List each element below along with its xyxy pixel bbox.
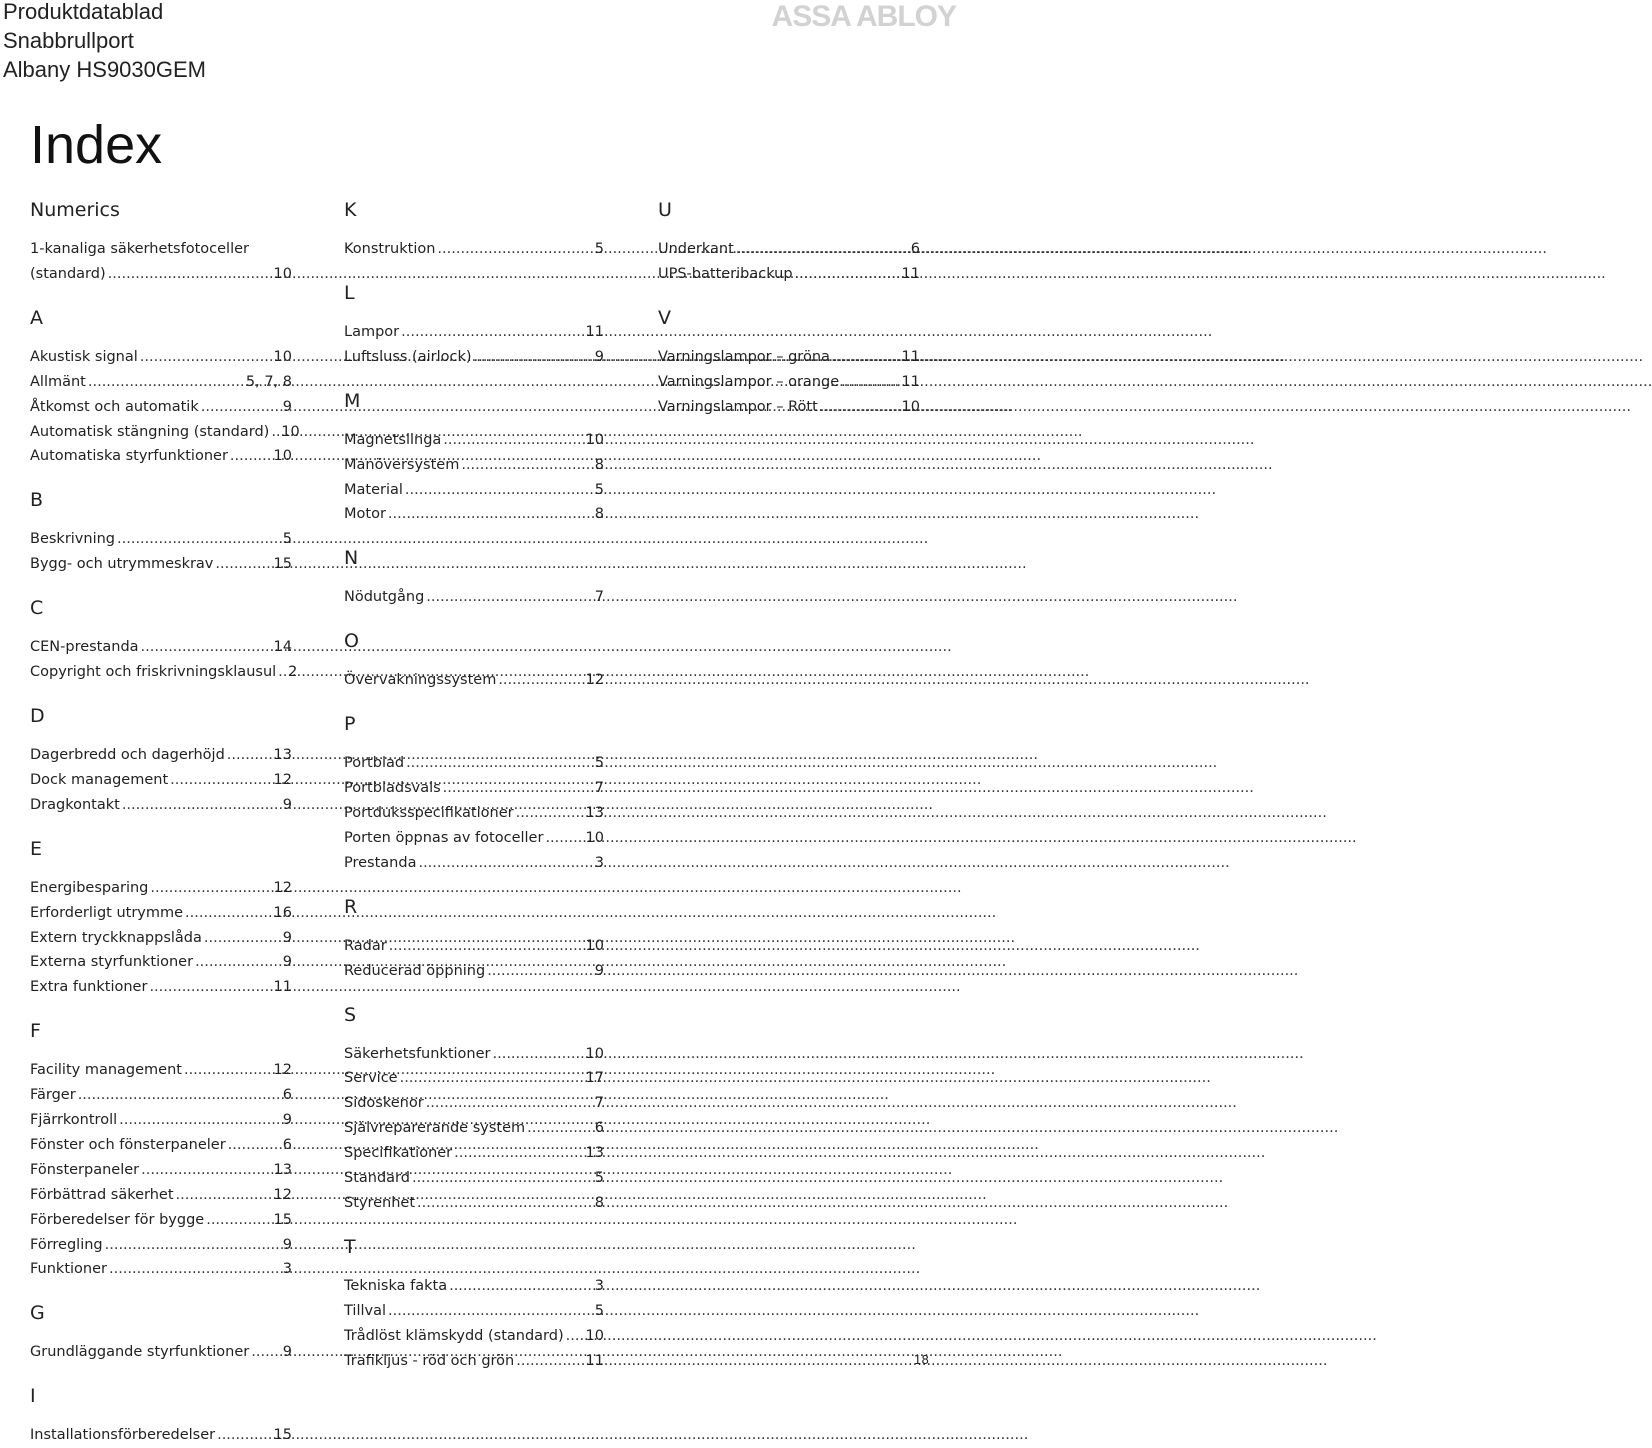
header-product-name: Albany HS9030GEM xyxy=(3,57,206,82)
index-entry xyxy=(344,1166,604,1191)
index-term: Förbättrad säkerhet xyxy=(30,1186,174,1203)
index-entry xyxy=(30,1257,292,1282)
index-term: Luftsluss (airlock) xyxy=(344,348,472,365)
dot-leader xyxy=(841,370,899,395)
dot-leader xyxy=(141,1158,271,1183)
index-term: Funktioner xyxy=(30,1261,107,1278)
dot-leader xyxy=(201,395,281,420)
index-term: Färger xyxy=(30,1087,76,1104)
index-term: Installationsförberedelser xyxy=(30,1427,216,1444)
index-page-ref: 10 xyxy=(273,265,292,282)
index-term: Externa styrfunktioner xyxy=(30,954,194,971)
dot-leader xyxy=(215,552,271,577)
index-page-ref: 5, 7, 8 xyxy=(245,373,292,390)
index-page-ref: 10 xyxy=(273,448,292,465)
dot-leader xyxy=(109,1257,281,1282)
index-entry xyxy=(30,262,292,287)
dot-leader xyxy=(108,262,272,287)
index-term: Trådlöst klämskydd (standard) xyxy=(344,1327,564,1344)
index-page-ref: 7 xyxy=(594,1095,604,1112)
index-term: Radar xyxy=(344,937,387,954)
index-page-ref: 6 xyxy=(910,241,920,257)
index-page-ref: 12 xyxy=(585,672,604,689)
dot-leader xyxy=(820,395,900,420)
index-page-ref: 7 xyxy=(594,780,604,797)
index-term: Underkant xyxy=(658,241,734,257)
section-letter: E xyxy=(30,837,43,860)
index-entry xyxy=(344,453,604,478)
index-column-1 xyxy=(30,196,300,1448)
index-term: Beskrivning xyxy=(30,531,116,548)
dot-leader xyxy=(795,262,900,287)
index-term: Styrenhet xyxy=(344,1194,416,1211)
index-page-ref: 15 xyxy=(273,556,292,573)
index-entry xyxy=(658,345,920,370)
section-letter: R xyxy=(344,895,358,918)
index-entry xyxy=(658,395,920,420)
index-term: Sidoskenor xyxy=(344,1095,424,1112)
index-page-ref: 9 xyxy=(282,1112,292,1129)
dot-leader xyxy=(437,237,592,262)
index-page-ref: 12 xyxy=(273,1186,292,1203)
index-page-ref: 7 xyxy=(594,589,604,606)
dot-leader xyxy=(149,975,271,1000)
dot-leader xyxy=(736,237,909,262)
index-entry xyxy=(344,1191,604,1216)
dot-leader xyxy=(474,345,593,370)
section-letter: N xyxy=(344,547,359,570)
dot-leader xyxy=(278,660,286,685)
index-entry xyxy=(30,876,292,901)
index-entry xyxy=(30,660,298,685)
dot-leader xyxy=(230,444,272,469)
index-term: Självreparerande system xyxy=(344,1120,526,1137)
dot-leader xyxy=(454,1141,583,1166)
index-page-ref: 15 xyxy=(273,1211,292,1228)
index-term: Fönster och fönsterpaneler xyxy=(30,1136,226,1153)
dot-leader xyxy=(176,1183,272,1208)
dot-leader xyxy=(405,478,593,503)
section-letter: V xyxy=(658,306,671,329)
index-entry xyxy=(344,478,604,503)
index-page-ref: 6 xyxy=(594,1120,604,1137)
index-page-ref: 11 xyxy=(273,979,292,996)
index-entry xyxy=(30,1423,292,1448)
dot-leader xyxy=(418,851,592,876)
index-page-ref: 9 xyxy=(282,796,292,813)
index-page-ref: 16 xyxy=(273,904,292,921)
index-term: Varningslampor – Rött xyxy=(658,398,818,415)
index-entry xyxy=(344,1299,604,1324)
dot-leader xyxy=(251,1340,281,1365)
index-term: Grundläggande styrfunktioner xyxy=(30,1344,250,1361)
index-page-ref: 8 xyxy=(594,506,604,523)
dot-leader xyxy=(195,950,281,975)
dot-leader xyxy=(88,370,244,395)
index-term: Förberedelser för bygge xyxy=(30,1211,205,1228)
index-term: Material xyxy=(344,481,403,498)
index-entry xyxy=(344,320,604,345)
index-entry xyxy=(344,826,604,851)
index-entry xyxy=(30,1158,292,1183)
dot-leader xyxy=(401,320,583,345)
index-page-ref: 10 xyxy=(585,937,604,954)
index-page-ref: 5 xyxy=(594,1302,604,1319)
dot-leader xyxy=(461,453,592,478)
dot-leader xyxy=(417,1191,593,1216)
section-letter: O xyxy=(344,630,359,653)
index-entry xyxy=(30,1083,292,1108)
index-page-ref: 6 xyxy=(282,1087,292,1104)
index-page-ref: 12 xyxy=(273,1062,292,1079)
dot-leader xyxy=(388,502,593,527)
dot-leader xyxy=(498,668,583,693)
index-page-ref: 5 xyxy=(594,755,604,772)
index-term: Tillval xyxy=(344,1302,386,1319)
index-page-ref: 6 xyxy=(282,1136,292,1153)
index-entry xyxy=(344,751,604,776)
index-term: Bygg- och utrymmeskrav xyxy=(30,556,214,573)
index-term: Konstruktion xyxy=(344,241,436,257)
index-page-ref: 12 xyxy=(273,879,292,896)
index-page-ref: 8 xyxy=(594,1194,604,1211)
index-page-ref: 11 xyxy=(585,323,604,340)
section-letter: A xyxy=(30,306,43,329)
index-term: Övervakningssystem xyxy=(344,672,497,689)
section-letter: M xyxy=(344,389,361,412)
dot-leader xyxy=(170,768,271,793)
index-term: Prestanda xyxy=(344,854,417,871)
index-term: Energibesparing xyxy=(30,879,149,896)
dot-leader xyxy=(443,776,593,801)
section-letter: D xyxy=(30,704,45,727)
dot-leader xyxy=(184,1058,272,1083)
index-term: Portduksspecifikationer xyxy=(344,804,514,821)
dot-leader xyxy=(493,1042,584,1067)
index-entry xyxy=(30,901,292,926)
section-letter: K xyxy=(344,199,357,221)
page-number: 18 xyxy=(913,1353,929,1367)
index-page-ref: 10 xyxy=(585,1327,604,1344)
index-term: Copyright och friskrivningsklausul xyxy=(30,664,277,681)
index-entry xyxy=(30,527,292,552)
index-entry xyxy=(344,585,604,610)
section-letter: I xyxy=(30,1385,36,1408)
dot-leader xyxy=(389,934,584,959)
index-term: Reducerad öppning xyxy=(344,962,486,979)
index-page-ref: 12 xyxy=(273,771,292,788)
index-page-ref: 5 xyxy=(594,1170,604,1187)
dot-leader xyxy=(406,751,593,776)
index-page-ref: 11 xyxy=(901,265,920,282)
index-term: Akustisk signal xyxy=(30,348,138,365)
section-letter: G xyxy=(30,1302,45,1325)
index-term: Standard xyxy=(344,1170,410,1187)
index-page-ref: 11 xyxy=(901,373,920,390)
index-page-ref: 13 xyxy=(585,1145,604,1162)
index-page-ref: 5 xyxy=(282,531,292,548)
index-page-ref: 9 xyxy=(594,348,604,365)
index-term: Lampor xyxy=(344,323,400,340)
index-page-ref: 10 xyxy=(281,423,300,440)
dot-leader xyxy=(487,959,593,984)
index-term: Magnetslinga xyxy=(344,431,442,448)
index-page-ref: 5 xyxy=(594,481,604,498)
index-entry xyxy=(344,934,604,959)
index-term: Tekniska fakta xyxy=(344,1277,448,1294)
index-term: Varningslampor – orange xyxy=(658,373,840,390)
index-page-ref: 3 xyxy=(594,1277,604,1294)
section-letter: F xyxy=(30,1020,41,1043)
index-entry xyxy=(344,668,604,693)
dot-leader xyxy=(105,1233,281,1258)
index-entry xyxy=(30,635,292,660)
index-entry xyxy=(344,1042,604,1067)
dot-leader xyxy=(516,801,584,826)
index-page-ref: 11 xyxy=(585,1352,604,1369)
index-entry xyxy=(30,1058,292,1083)
index-page-ref: 11 xyxy=(901,348,920,365)
dot-leader xyxy=(206,1208,271,1233)
index-page-ref: 10 xyxy=(585,829,604,846)
index-entry xyxy=(30,237,292,262)
section-letter: P xyxy=(344,713,356,736)
section-letter: B xyxy=(30,489,44,512)
dot-leader xyxy=(443,428,583,453)
index-term: Varningslampor – gröna xyxy=(658,348,830,365)
index-term: Porten öppnas av fotoceller xyxy=(344,829,544,846)
index-entry xyxy=(344,1066,604,1091)
section-letter: C xyxy=(30,597,44,620)
dot-leader xyxy=(228,1133,281,1158)
index-entry xyxy=(30,420,300,445)
index-column-3 xyxy=(658,196,920,420)
index-term: Nödutgång xyxy=(344,589,425,606)
index-page-ref: 13 xyxy=(273,1161,292,1178)
section-letter: L xyxy=(344,281,355,304)
dot-leader xyxy=(412,1166,593,1191)
index-entry xyxy=(30,395,292,420)
header-doc-type: Produktdatablad xyxy=(3,0,164,24)
index-entry xyxy=(344,959,604,984)
dot-leader xyxy=(78,1083,281,1108)
index-page-ref: 14 xyxy=(273,639,292,656)
dot-leader xyxy=(150,876,271,901)
index-term: Portblad xyxy=(344,755,405,772)
dot-leader xyxy=(545,826,583,851)
index-term: Dagerbredd och dagerhöjd xyxy=(30,746,225,763)
dot-leader xyxy=(426,585,592,610)
index-column-2 xyxy=(344,196,604,1373)
index-entry xyxy=(30,1108,292,1133)
dot-leader xyxy=(566,1324,584,1349)
section-letter: T xyxy=(344,1235,356,1258)
index-term: Portbladsvals xyxy=(344,780,441,797)
index-term: UPS-batteribackup xyxy=(658,265,793,282)
index-page-ref: 10 xyxy=(585,431,604,448)
index-entry xyxy=(30,1340,292,1365)
index-term: Säkerhetsfunktioner xyxy=(344,1045,491,1062)
dot-leader xyxy=(271,420,279,445)
index-term: Åtkomst och automatik xyxy=(30,398,199,415)
index-term: Specifikationer xyxy=(344,1145,453,1162)
index-entry xyxy=(30,1233,292,1258)
index-entry xyxy=(344,801,604,826)
header-product-type: Snabbrullport xyxy=(3,28,134,53)
index-term: Fjärrkontroll xyxy=(30,1112,118,1129)
index-entry xyxy=(30,552,292,577)
dot-leader xyxy=(141,635,272,660)
index-term: Fönsterpaneler xyxy=(30,1161,140,1178)
index-entry xyxy=(658,370,920,395)
index-entry xyxy=(30,950,292,975)
assa-abloy-logo: ASSA ABLOY xyxy=(771,0,956,33)
dot-leader xyxy=(426,1091,593,1116)
index-page-ref: 9 xyxy=(282,1236,292,1253)
dot-leader xyxy=(449,1274,593,1299)
dot-leader xyxy=(117,527,281,552)
dot-leader xyxy=(832,345,900,370)
index-entry xyxy=(30,743,292,768)
index-entry xyxy=(344,1274,604,1299)
index-page-ref: 5 xyxy=(594,241,604,257)
index-term: Dock management xyxy=(30,771,169,788)
dot-leader xyxy=(516,1349,583,1374)
index-term: Automatisk stängning (standard) xyxy=(30,423,270,440)
dot-leader xyxy=(527,1116,593,1141)
page-title: Index xyxy=(30,115,163,175)
index-term: Trafikljus - röd och grön xyxy=(344,1352,515,1369)
index-page-ref: 3 xyxy=(282,1261,292,1278)
index-page-ref: 3 xyxy=(594,854,604,871)
index-page-ref: 13 xyxy=(273,746,292,763)
index-page-ref: 10 xyxy=(273,348,292,365)
index-entry xyxy=(344,776,604,801)
index-entry xyxy=(30,768,292,793)
index-entry xyxy=(344,1324,604,1349)
section-letter: S xyxy=(344,1003,357,1026)
index-entry xyxy=(30,926,292,951)
index-entry xyxy=(344,1349,604,1374)
index-page-ref: 15 xyxy=(273,1427,292,1444)
index-entry xyxy=(658,262,920,287)
index-entry xyxy=(30,1208,292,1233)
index-term: Manöversystem xyxy=(344,456,460,473)
index-entry xyxy=(30,370,292,395)
index-term: Service xyxy=(344,1070,398,1087)
dot-leader xyxy=(119,1108,281,1133)
dot-leader xyxy=(388,1299,593,1324)
dot-leader xyxy=(122,793,281,818)
index-entry xyxy=(30,345,292,370)
index-entry xyxy=(30,444,292,469)
index-term: Dragkontakt xyxy=(30,796,120,813)
index-page-ref: 17 xyxy=(585,1070,604,1087)
index-entry xyxy=(658,237,920,262)
dot-leader xyxy=(185,901,272,926)
dot-leader xyxy=(227,743,272,768)
index-page-ref: 9 xyxy=(282,1344,292,1361)
dot-leader xyxy=(140,345,272,370)
index-page-ref: 9 xyxy=(282,954,292,971)
index-page-ref: 9 xyxy=(282,398,292,415)
index-entry xyxy=(344,1116,604,1141)
index-entry xyxy=(344,428,604,453)
index-term: Extern tryckknappslåda xyxy=(30,929,202,946)
index-term: 1-kanaliga säkerhetsfotoceller xyxy=(30,241,249,257)
index-page-ref: 13 xyxy=(585,804,604,821)
dot-leader xyxy=(204,926,281,951)
index-page-ref: 8 xyxy=(594,456,604,473)
index-entry xyxy=(30,1183,292,1208)
index-entry xyxy=(344,345,604,370)
index-term: Automatiska styrfunktioner xyxy=(30,448,228,465)
index-term: Facility management xyxy=(30,1062,182,1079)
dot-leader xyxy=(217,1423,271,1448)
index-entry xyxy=(344,1091,604,1116)
index-term: CEN-prestanda xyxy=(30,639,139,656)
index-page-ref: 2 xyxy=(288,664,298,681)
index-page-ref: 10 xyxy=(901,398,920,415)
index-entry xyxy=(30,1133,292,1158)
index-entry xyxy=(30,975,292,1000)
index-entry xyxy=(344,237,604,262)
index-entry xyxy=(30,793,292,818)
index-term: (standard) xyxy=(30,265,106,282)
index-entry xyxy=(344,851,604,876)
index-page-ref: 10 xyxy=(585,1045,604,1062)
index-term: Allmänt xyxy=(30,373,86,390)
index-entry xyxy=(344,502,604,527)
section-letter: Numerics xyxy=(30,199,120,221)
index-entry xyxy=(344,1141,604,1166)
index-term: Extra funktioner xyxy=(30,979,148,996)
index-page-ref: 9 xyxy=(282,929,292,946)
index-term: Förregling xyxy=(30,1236,103,1253)
index-term: Erforderligt utrymme xyxy=(30,904,184,921)
document-header xyxy=(3,0,206,84)
section-letter: U xyxy=(658,199,672,221)
index-page-ref: 9 xyxy=(594,962,604,979)
dot-leader xyxy=(400,1066,584,1091)
index-term: Motor xyxy=(344,506,386,523)
